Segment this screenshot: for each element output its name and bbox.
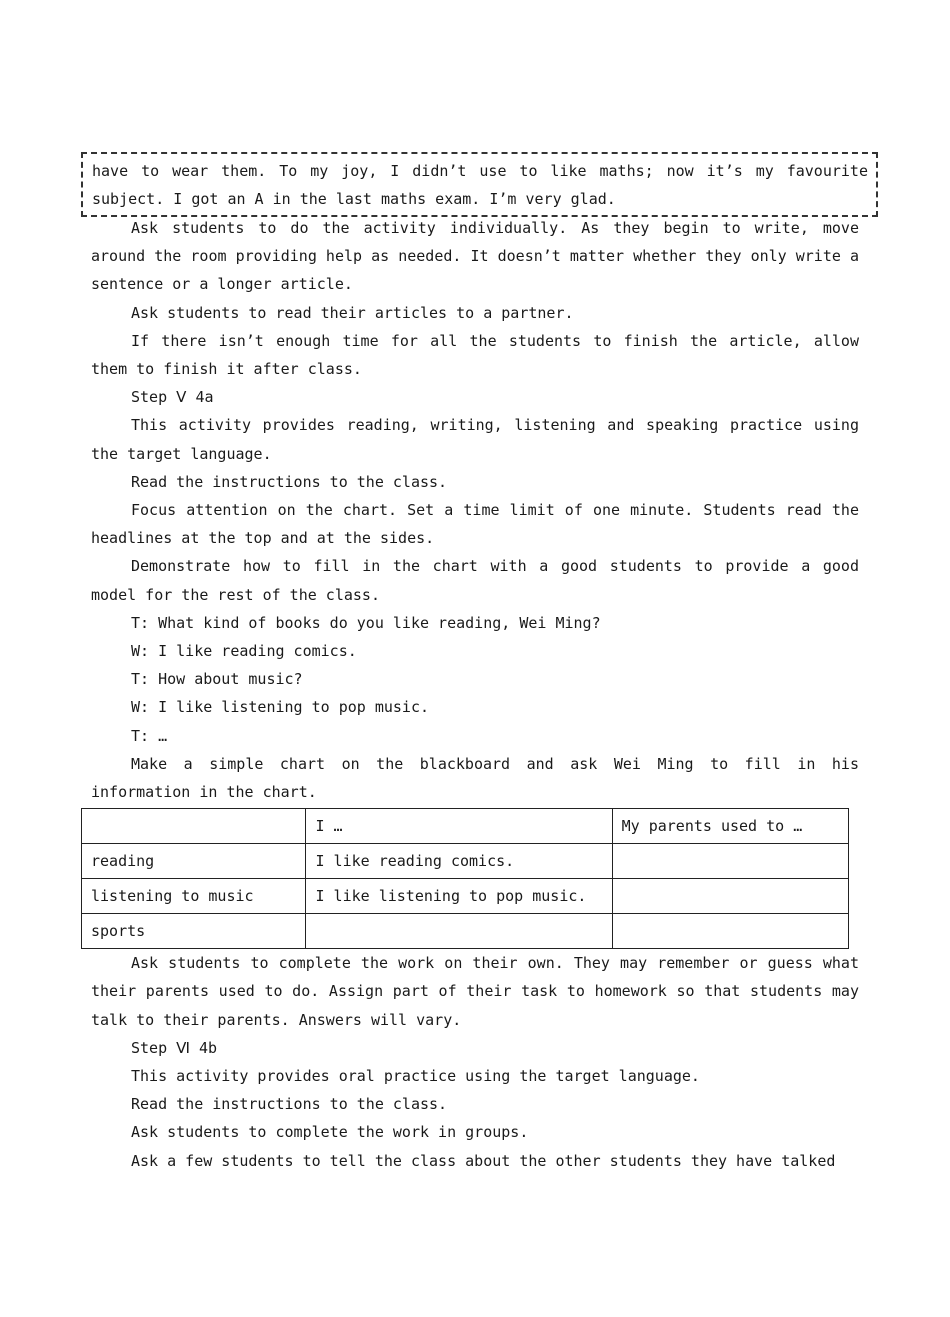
document-body <box>91 214 859 1175</box>
paragraph: Read the instructions to the class. <box>131 472 448 491</box>
table-cell <box>306 914 612 949</box>
paragraph: Ask students to do the activity individually. As they begin to write, move around the room providing help as needed. It doesn’t matter whether they only write a sentence or a longer article. <box>91 219 859 294</box>
step-heading: Step Ⅵ 4b <box>131 1038 218 1057</box>
dialogue-line: W: I like listening to pop music. <box>131 698 430 717</box>
survey-chart-table <box>81 808 849 949</box>
paragraph: Read the instructions to the class. <box>131 1095 448 1114</box>
table-row <box>82 914 849 949</box>
paragraph: Ask a few students to tell the class about the other students they have talked <box>131 1151 836 1170</box>
table-header-cell: My parents used to … <box>612 809 848 844</box>
table-cell: I like reading comics. <box>306 844 612 879</box>
dialogue-line: T: What kind of books do you like reading, Wei Ming? <box>131 613 601 632</box>
table-cell <box>612 879 848 914</box>
dialogue-line: W: I like reading comics. <box>131 642 357 661</box>
table-cell <box>612 844 848 879</box>
paragraph: Ask students to complete the work in groups. <box>131 1123 529 1142</box>
table-header-cell: I … <box>306 809 612 844</box>
table-header-row <box>82 809 849 844</box>
table-cell: reading <box>82 844 306 879</box>
paragraph: Focus attention on the chart. Set a time limit of one minute. Students read the headlines at the top and at the sides. <box>91 501 859 548</box>
paragraph: Make a simple chart on the blackboard and ask Wei Ming to fill in his information in the chart. <box>91 754 859 802</box>
paragraph: This activity provides reading, writing, listening and speaking practice using the target language. <box>91 416 859 463</box>
step-heading: Step Ⅴ 4a <box>131 388 214 407</box>
boxed-paragraph: have to wear them. To my joy, I didn’t use to like maths; now it’s my favourite subject. I got an A in the last maths exam. I’m very glad. <box>92 162 868 209</box>
paragraph: If there isn’t enough time for all the students to finish the article, allow them to finish it after class. <box>91 331 859 379</box>
table-cell <box>612 914 848 949</box>
paragraph: Ask students to read their articles to a partner. <box>131 303 574 322</box>
paragraph: Ask students to complete the work on their own. They may remember or guess what their parents used to do. Assign part of their task to homework so that students may talk to their parents. Answers will vary. <box>91 954 859 1029</box>
paragraph: This activity provides oral practice using the target language. <box>131 1067 700 1086</box>
dialogue-line: T: How about music? <box>131 670 303 689</box>
table-cell: sports <box>82 914 306 949</box>
boxed-sample-text <box>81 152 878 217</box>
table-row <box>82 879 849 914</box>
table-header-cell <box>82 809 306 844</box>
table-cell: listening to music <box>82 879 306 914</box>
table-row <box>82 844 849 879</box>
paragraph: Demonstrate how to fill in the chart with a good students to provide a good model for the rest of the class. <box>91 557 859 604</box>
table-cell: I like listening to pop music. <box>306 879 612 914</box>
dialogue-line: T: … <box>131 726 168 745</box>
